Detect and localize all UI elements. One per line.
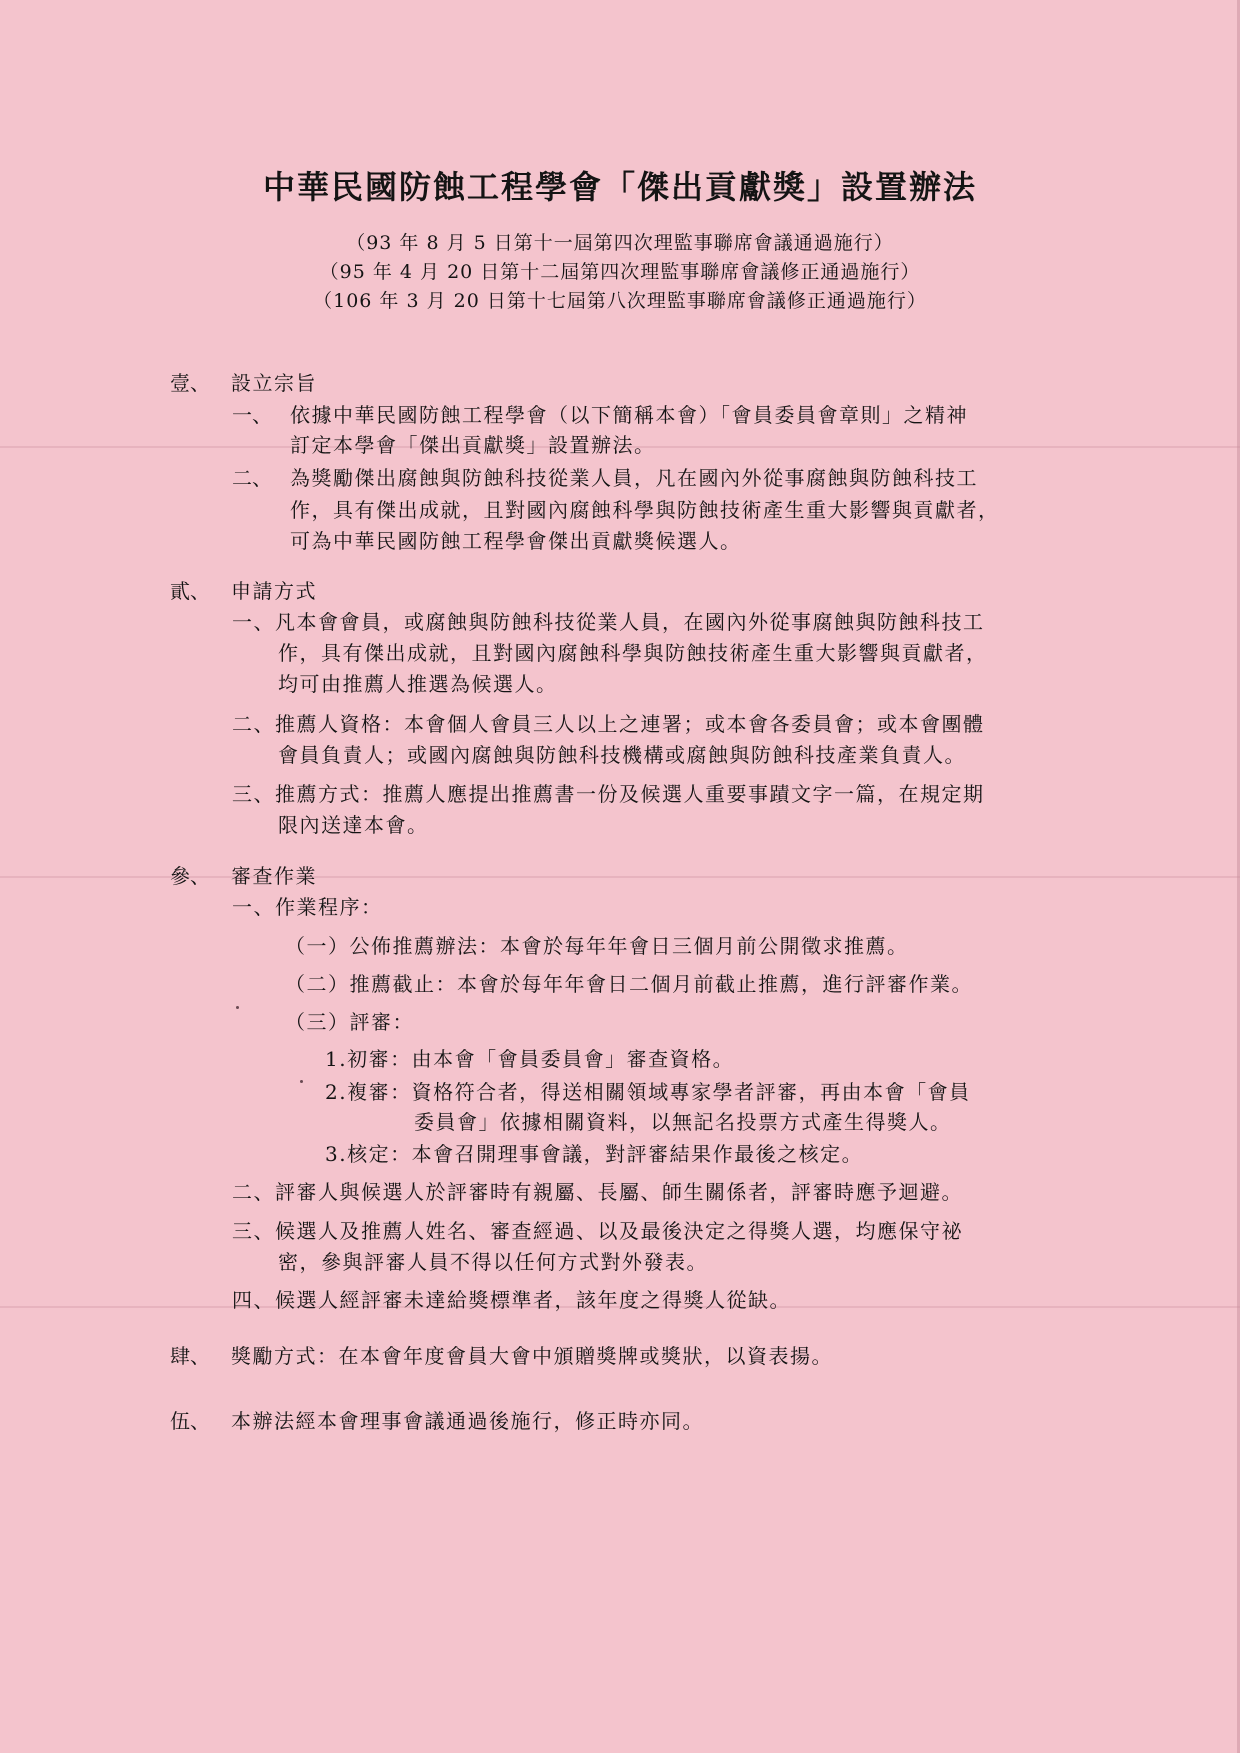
item-line: 訂定本學會「傑出貢獻獎」設置辦法。 xyxy=(290,433,656,457)
procedure-step: （一）公佈推薦辦法：本會於每年年會日三個月前公開徵求推薦。 xyxy=(285,934,909,958)
section-marker: 參、 xyxy=(170,864,210,888)
item-line: 三、候選人及推薦人姓名、審查經過、以及最後決定之得獎人選，均應保守祕 xyxy=(232,1219,963,1243)
item-line: 限內送達本會。 xyxy=(278,813,429,837)
section-heading: 獎勵方式：在本會年度會員大會中頒贈獎牌或獎狀，以資表揚。 xyxy=(231,1344,833,1368)
section-marker: 壹、 xyxy=(170,371,210,395)
item-line: 均可由推薦人推選為候選人。 xyxy=(278,672,558,696)
review-line: 2.複審：資格符合者，得送相關領域專家學者評審，再由本會「會員 xyxy=(325,1080,971,1104)
item-line: 密，參與評審人員不得以任何方式對外發表。 xyxy=(278,1250,708,1274)
review-line: 3.核定：本會召開理事會議，對評審結果作最後之核定。 xyxy=(325,1142,864,1166)
item-line: 一、凡本會會員，或腐蝕與防蝕科技從業人員，在國內外從事腐蝕與防蝕科技工 xyxy=(232,610,985,634)
section-heading: 申請方式 xyxy=(231,579,317,603)
document-title: 中華民國防蝕工程學會「傑出貢獻獎」設置辦法 xyxy=(262,168,977,206)
section-marker: 伍、 xyxy=(170,1409,210,1433)
item-line: 四、候選人經評審未達給獎標準者，該年度之得獎人從缺。 xyxy=(232,1288,791,1312)
item-line: 會員負責人；或國內腐蝕與防蝕科技機構或腐蝕與防蝕科技產業負責人。 xyxy=(278,743,966,767)
item-line: 作，具有傑出成就，且對國內腐蝕科學與防蝕技術產生重大影響與貢獻者， xyxy=(290,498,1000,522)
paper-speck xyxy=(300,1080,303,1083)
section-marker: 貳、 xyxy=(170,579,210,603)
section-heading: 設立宗旨 xyxy=(231,371,317,395)
history-line-1: （93 年 8 月 5 日第十一屆第四次理監事聯席會議通過施行） xyxy=(346,232,894,254)
history-line-3: （106 年 3 月 20 日第十七屆第八次理監事聯席會議修正通過施行） xyxy=(313,290,927,312)
item-line: 為獎勵傑出腐蝕與防蝕科技從業人員，凡在國內外從事腐蝕與防蝕科技工 xyxy=(290,466,978,490)
paper-speck xyxy=(236,1006,239,1009)
section-heading: 審查作業 xyxy=(231,864,317,888)
procedure-heading: 一、作業程序： xyxy=(232,895,383,919)
item-line: 依據中華民國防蝕工程學會（以下簡稱本會）「會員委員會章則」之精神 xyxy=(290,403,968,427)
item-marker: 一、 xyxy=(232,403,272,427)
section-marker: 肆、 xyxy=(170,1344,210,1368)
item-line: 三、推薦方式：推薦人應提出推薦書一份及候選人重要事蹟文字一篇，在規定期 xyxy=(232,782,985,806)
procedure-step: （三）評審： xyxy=(285,1010,414,1034)
item-line: 可為中華民國防蝕工程學會傑出貢獻獎候選人。 xyxy=(290,529,742,553)
procedure-step: （二）推薦截止：本會於每年年會日二個月前截止推薦，進行評審作業。 xyxy=(285,972,973,996)
item-line: 作，具有傑出成就，且對國內腐蝕科學與防蝕技術產生重大影響與貢獻者， xyxy=(278,641,988,665)
item-marker: 二、 xyxy=(232,466,272,490)
item-line: 二、推薦人資格：本會個人會員三人以上之連署；或本會各委員會；或本會團體 xyxy=(232,712,985,736)
review-line: 1.初審：由本會「會員委員會」審查資格。 xyxy=(325,1047,735,1071)
section-heading: 本辦法經本會理事會議通過後施行，修正時亦同。 xyxy=(231,1409,704,1433)
history-line-2: （95 年 4 月 20 日第十二屆第四次理監事聯席會議修正通過施行） xyxy=(319,261,921,283)
item-line: 二、評審人與候選人於評審時有親屬、長屬、師生關係者，評審時應予迴避。 xyxy=(232,1180,963,1204)
review-line: 委員會」依據相關資料，以無記名投票方式產生得獎人。 xyxy=(414,1110,952,1134)
